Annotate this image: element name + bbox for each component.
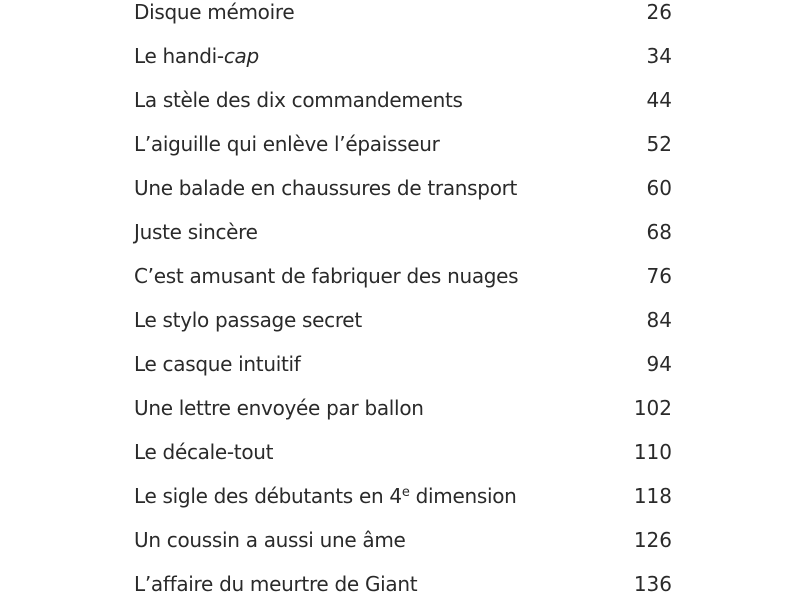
toc-entry-page: 118 [633,484,672,508]
toc-entry [0,305,800,335]
toc-entry-title [134,41,259,71]
toc-entry [0,129,800,159]
toc-entry-title [134,481,517,511]
toc-entry [0,173,800,203]
toc-entry-title: Juste sincère [134,220,258,244]
toc-entry [0,481,800,511]
toc-entry-page: 110 [633,440,672,464]
toc-entry-page: 136 [633,572,672,596]
toc-entry-title-prefix: Le handi- [134,44,224,68]
toc-entry-title: Un coussin a aussi une âme [134,528,406,552]
toc-entry-title: Le décale-tout [134,440,274,464]
toc-entry [0,437,800,467]
toc-entry-page: 44 [646,88,672,112]
toc-entry-title: Disque mémoire [134,0,295,24]
toc-entry-title: C’est amusant de fabriquer des nuages [134,264,519,288]
toc-entry-title: Une lettre envoyée par ballon [134,396,424,420]
toc-entry [0,0,800,27]
toc-entry [0,569,800,599]
toc-entry-title-italic: cap [223,44,259,68]
toc-entry-title: Le stylo passage secret [134,308,362,332]
toc-entry-page: 34 [646,44,672,68]
toc-entry-page: 68 [646,220,672,244]
toc-entry-page: 26 [646,0,672,24]
toc-entry-title-prefix: Le sigle des débutants en 4 [134,484,402,508]
toc-entry-title: Une balade en chaussures de transport [134,176,518,200]
toc-entry-page: 76 [646,264,672,288]
toc-entry-title: L’affaire du meurtre de Giant [134,572,418,596]
toc-entry-title-superscript: e [401,485,410,500]
toc-entry-page: 60 [646,176,672,200]
toc-entry [0,349,800,379]
toc-entry-page: 126 [633,528,672,552]
toc-entry-page: 52 [646,132,672,156]
toc-entry [0,393,800,423]
toc-entry [0,525,800,555]
toc-entry [0,217,800,247]
toc-entry-title: La stèle des dix commandements [134,88,463,112]
toc-entry-title: Le casque intuitif [134,352,301,376]
toc-entry-page: 94 [646,352,672,376]
toc-entry-title-suffix: dimension [409,484,517,508]
toc-entry [0,261,800,291]
toc-entry-page: 84 [646,308,672,332]
toc-entry [0,85,800,115]
toc-entry-page: 102 [633,396,672,420]
toc-entry-title: L’aiguille qui enlève l’épaisseur [134,132,440,156]
toc-entry [0,41,800,71]
